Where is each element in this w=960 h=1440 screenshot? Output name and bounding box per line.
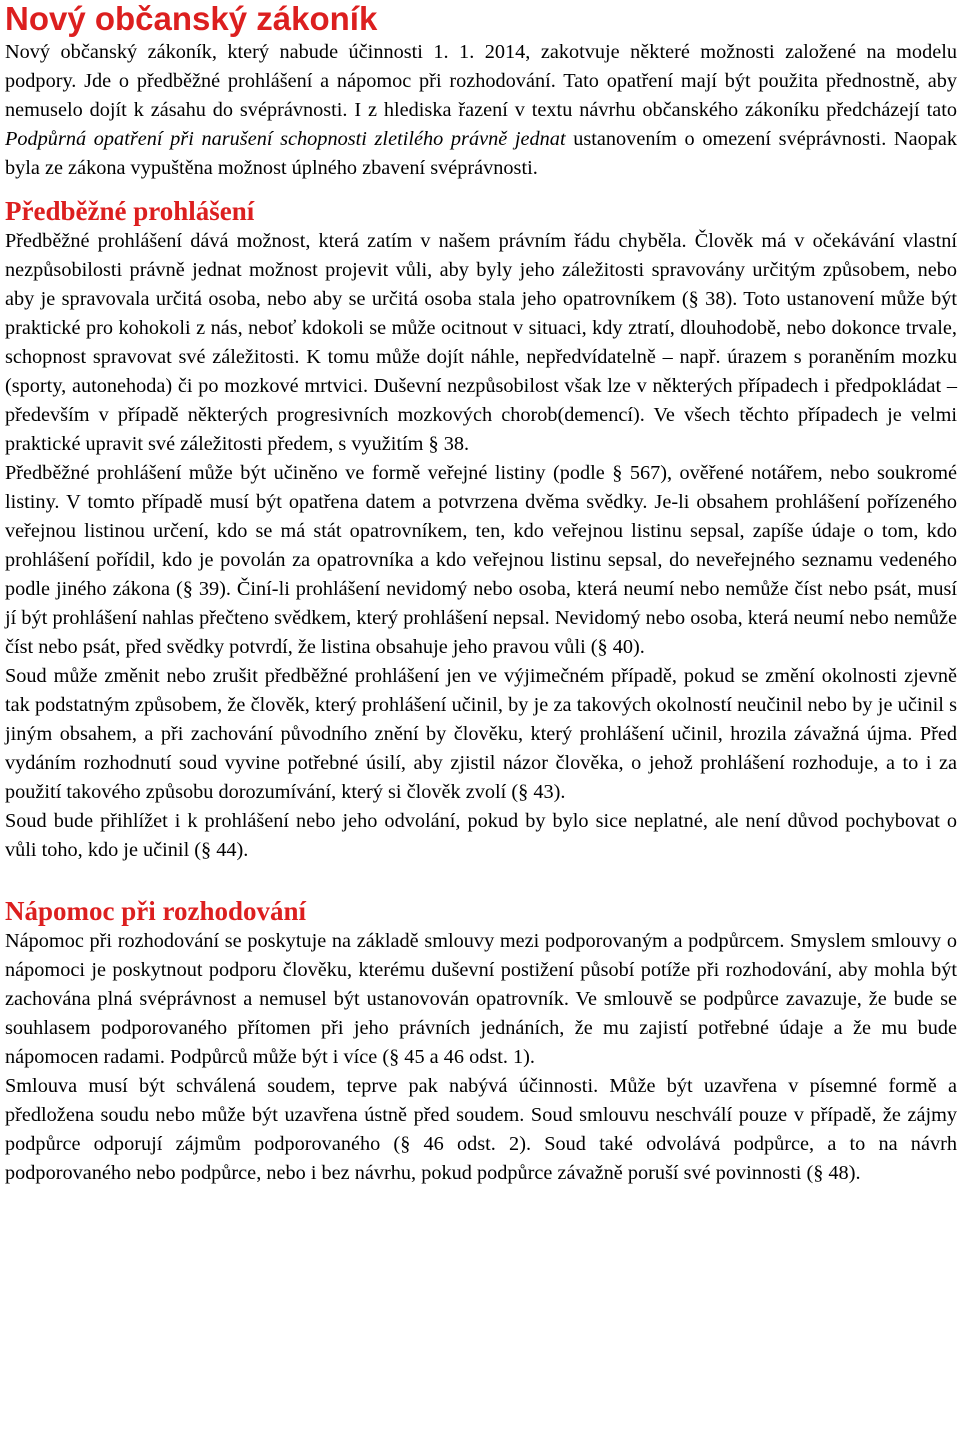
section-heading-predbezne-prohlaseni: Předběžné prohlášení bbox=[5, 196, 255, 226]
section2-paragraph-2: Smlouva musí být schválená soudem, teprve pak nabývá účinnosti. Může být uzavřena v písemné formě a předložena soudu nebo může být uzavřena ústně před soudem. Soud smlouvu neschválí pouze v případě, že zájmy podpůrce odporují zájmům podporovaného (§ 46 odst. 2). Soud také odvolává podpůrce, a to na návrh podporovaného nebo podpůrce, nebo i bez návrhu, pokud podpůrce závažně poruší své povinnosti (§ 48). bbox=[5, 1075, 957, 1184]
section1-paragraph-2: Předběžné prohlášení může být učiněno ve formě veřejné listiny (podle § 567), ověřené notářem, nebo soukromé listiny. V tomto případě musí být opatřena datem a potvrzena dvěma svědky. Je-li obsahem prohlášení pořízeného veřejnou listinou určení, kdo se má stát opatrovníkem, ten, kdo veřejnou listinu sepsal, zapíše údaje o tom, kdo prohlášení pořídil, kdo je povolán za opatrovníka a kdo veřejnou listinu sepsal, do neveřejného seznamu vedeného podle jiného zákona (§ 39). Činí-li prohlášení nevidomý nebo osoba, která neumí nebo nemůže číst nebo psát, musí jí být prohlášení nahlas přečteno svědkem, který prohlášení nepsal. Nevidomý nebo osoba, která neumí nebo nemůže číst nebo psát, před svědky potvrdí, že listina obsahuje jeho pravou vůli (§ 40). bbox=[5, 462, 957, 658]
intro-text-end: ustanovením o omezení svéprávnosti. Naopak byla ze zákona vypuštěna možnost úplného zbavení svéprávnosti. bbox=[5, 128, 957, 179]
section1-paragraph-4: Soud bude přihlížet i k prohlášení nebo jeho odvolání, pokud by bylo sice neplatné, ale není důvod pochybovat o vůli toho, kdo je učinil (§ 44). bbox=[5, 810, 957, 861]
section-heading-napomoc-pri-rozhodovani: Nápomoc při rozhodování bbox=[5, 896, 307, 926]
intro-italic-phrase: Podpůrná opatření při narušení schopnosti zletilého právně jednat bbox=[5, 128, 566, 150]
intro-text-start: Nový občanský zákoník, který nabude účinnosti 1. 1. 2014, zakotvuje některé možnosti založené na modelu podpory. Jde o předběžné prohlášení a nápomoc při rozhodování. Tato opatření mají být použita přednostně, aby nemuselo dojít k zásahu do svéprávnosti. I z hlediska řazení v textu návrhu občanského zákoníku předcházejí tato bbox=[5, 41, 957, 121]
intro-paragraph bbox=[5, 38, 957, 183]
section1-paragraph-3: Soud může změnit nebo zrušit předběžné prohlášení jen ve výjimečném případě, pokud se změní okolnosti zjevně tak podstatným způsobem, že člověk, který prohlášení učinil, by je za takových okolností neučinil nebo by je učinil s jiným obsahem, a při zachování původního znění by člověku, který prohlášení učinil, hrozila závažná újma. Před vydáním rozhodnutí soud vyvine potřebné úsilí, aby zjistil názor člověka, o jehož prohlášení rozhoduje, a to i za použití takového způsobu dorozumívání, který si člověk zvolí (§ 43). bbox=[5, 665, 957, 803]
spacer bbox=[3, 183, 957, 195]
document-title: Nový občanský zákoník bbox=[5, 0, 378, 37]
section1-paragraph-1: Předběžné prohlášení dává možnost, která zatím v našem právním řádu chyběla. Člověk má v očekávání vlastní nezpůsobilosti právně jednat možnost projevit vůli, aby byly jeho záležitosti spravovány určitým způsobem, nebo aby je spravovala určitá osoba, nebo aby se určitá osoba stala jeho opatrovníkem (§ 38). Toto ustanovení může být praktické pro kohokoli z nás, neboť kdokoli se může ocitnout v situaci, kdy ztratí, dlouhodobě, nebo dokonce trvale, schopnost spravovat své záležitosti. K tomu může dojít náhle, nepředvídatelně – např. úrazem s poraněním mozku (sporty, autonehoda) či po mozkové mrtvici. Duševní nezpůsobilost však lze v některých případech i předpokládat – především v případě některých progresivních mozkových chorob(demencí). Ve všech těchto případech je velmi praktické upravit své záležitosti předem, s využitím § 38. bbox=[5, 230, 957, 455]
section2-paragraph-1: Nápomoc při rozhodování se poskytuje na základě smlouvy mezi podporovaným a podpůrcem. Smyslem smlouvy o nápomoci je poskytnout podporu člověku, kterému duševní postižení působí potíže při rozhodování, aby mohla být zachována plná svéprávnost a nemusel být ustanovován opatrovník. Ve smlouvě se podpůrce zavazuje, že bude se souhlasem podporovaného přítomen při jeho právních jednáních, že mu zajistí potřebné údaje a že mu bude nápomocen radami. Podpůrců může být i více (§ 45 a 46 odst. 1). bbox=[5, 930, 957, 1068]
spacer bbox=[3, 865, 957, 895]
